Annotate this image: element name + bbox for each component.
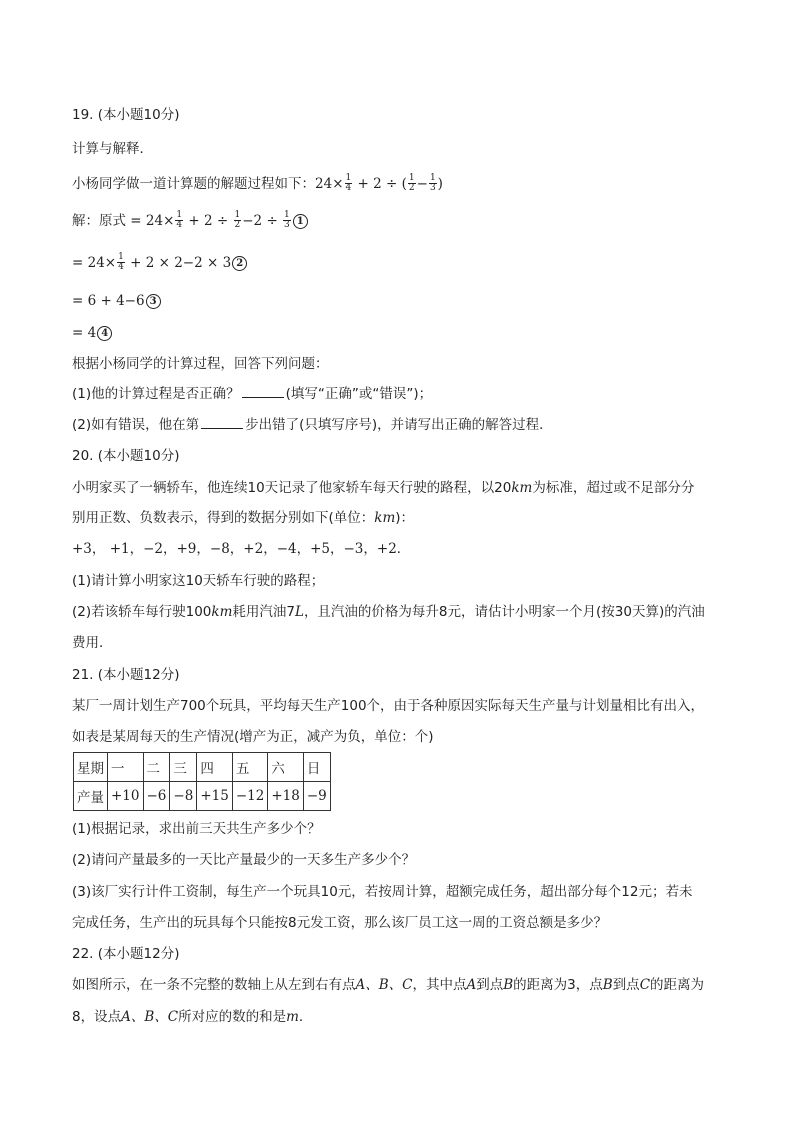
- q20-sub-2: [72, 603, 705, 621]
- table-cell: 三: [170, 753, 197, 782]
- q19-intro-expr: [315, 173, 443, 193]
- q19-intro-text: 小杨同学做一道计算题的解题过程如下：: [72, 176, 315, 192]
- step-mark-3: 3: [146, 294, 161, 309]
- q20-line-2: [72, 509, 414, 527]
- q19-sub2-b: 步出错了(只填写序号)，并请写出正确的解答过程．: [245, 417, 553, 433]
- q21-sub-1: (1)根据记录，求出前三天共生产多少个？: [72, 821, 321, 837]
- q19-step1-frac-1: $\frac{1}{4}$: [176, 210, 183, 230]
- q19-intro-frac-2: $\frac{1}{2}$: [408, 173, 415, 193]
- q19-step1-mid: + 2 ÷: [188, 213, 233, 229]
- table-cell: 二: [143, 753, 170, 782]
- q19-sub2-a: (2)如有错误，他在第: [72, 417, 200, 433]
- q20-line1-b: 为标准，超过或不足部分分: [532, 480, 695, 496]
- q19-step2-rest: + 2 × 2−2 × 3: [130, 255, 232, 271]
- production-table: [73, 752, 331, 811]
- table-cell: 日: [303, 753, 330, 782]
- q20-line1-a: 小明家买了一辆轿车，他连续10天记录了他家轿车每天行驶的路程，以20: [72, 480, 512, 496]
- table-cell: +10: [108, 782, 144, 811]
- q19-step2-prefix: = 24×: [72, 255, 117, 271]
- q20-sub-1: (1)请计算小明家这10天轿车行驶的路程；: [72, 573, 325, 589]
- q19-prompt: 根据小杨同学的计算过程，回答下列问题：: [72, 356, 329, 372]
- q21-sub-2: (2)请问产量最多的一天比产量最少的一天多生产多少个？: [72, 852, 416, 868]
- table-cell: −9: [303, 782, 330, 811]
- q20-line2-a: 别用正数、负数表示，得到的数据分别如下(单位：: [72, 510, 375, 526]
- q19-step-1: [72, 212, 308, 231]
- q22-var-m: m: [286, 1009, 299, 1025]
- q21-line-2: 如表是某周每天的生产情况(增产为正，减产为负，单位：个): [72, 729, 434, 745]
- step-mark-1: 1: [293, 214, 308, 229]
- q19-sub1-b: (填写“正确”或“错误”)；: [285, 386, 433, 402]
- table-cell: +15: [197, 782, 233, 811]
- table-cell: 产量: [74, 782, 108, 811]
- q20-sub2-c: ，且汽油的价格为每升8元，请估计小明家一个月(按30天算)的汽油: [303, 604, 705, 620]
- table-cell: −6: [143, 782, 170, 811]
- q19-sub-2: [72, 416, 553, 434]
- q19-intro-frac-1: $\frac{1}{4}$: [345, 173, 352, 193]
- answer-blank-1[interactable]: [242, 385, 284, 398]
- q19-step-4: [72, 324, 112, 342]
- q20-sub2-a: (2)若该轿车每行驶100: [72, 604, 212, 620]
- q19-header: 19. (本小题10分): [72, 107, 180, 123]
- q22-line1-d: 的距离为3，点: [513, 977, 603, 993]
- q20-data: +3， +1，−2，+9，−8，+2，−4，+5，−3，+2．: [72, 541, 411, 557]
- q22-line-1: [72, 976, 704, 994]
- q22-point-A: A: [466, 977, 477, 993]
- q22-line2-c: ．: [298, 1009, 313, 1025]
- table-row-output: [74, 782, 331, 811]
- q21-line-1: 某厂一周计划生产700个玩具，平均每天生产100个，由于各种原因实际每天生产量与计划量相比有出入，: [72, 698, 705, 714]
- q19-sub-1: [72, 385, 432, 403]
- table-cell: 六: [268, 753, 304, 782]
- q22-line2-a: 8，设点: [72, 1009, 122, 1025]
- q20-sub2-b: 耗用汽油7: [232, 604, 295, 620]
- q19-intro-times: ×: [332, 176, 344, 192]
- table-cell: 一: [108, 753, 144, 782]
- q19-intro: [72, 175, 443, 194]
- q21-header: 21. (本小题12分): [72, 667, 180, 683]
- q22-line1-f: 的距离为: [650, 977, 705, 993]
- q20-unit-km-3: km: [211, 604, 233, 620]
- q19-intro-plus: + 2 ÷ (: [357, 176, 407, 192]
- table-cell: −8: [170, 782, 197, 811]
- q19-intro-close: ): [437, 176, 443, 192]
- table-cell: +18: [268, 782, 304, 811]
- q19-step-2: [72, 254, 247, 273]
- q19-title: 计算与解释．: [72, 141, 153, 157]
- q19-sub1-a: (1)他的计算过程是否正确？: [72, 386, 240, 402]
- table-cell: 四: [197, 753, 233, 782]
- table-cell: −12: [232, 782, 268, 811]
- q19-intro-a: 24: [315, 176, 333, 192]
- q19-intro-frac-3: $\frac{1}{3}$: [429, 173, 436, 193]
- answer-blank-2[interactable]: [201, 416, 243, 429]
- q20-line2-b: )：: [395, 510, 415, 526]
- q20-line-1: [72, 479, 694, 497]
- q19-step2-frac-1: $\frac{1}{4}$: [118, 252, 124, 272]
- table-cell: 星期: [74, 753, 108, 782]
- q20-header: 20. (本小题10分): [72, 448, 180, 464]
- table-cell: 五: [232, 753, 268, 782]
- q22-line1-e: 到点: [612, 977, 640, 993]
- q21-sub-3-cont: 完成任务，生产出的玩具每个只能按8元发工资，那么该厂员工这一周的工资总额是多少？: [72, 915, 608, 931]
- q22-header: 22. (本小题12分): [72, 946, 180, 962]
- q22-line-2: [72, 1008, 312, 1026]
- step-mark-4: 4: [97, 326, 112, 341]
- q22-point-B: B: [503, 977, 514, 993]
- q22-line1-b: ，其中点: [412, 977, 467, 993]
- table-row-days: [74, 753, 331, 782]
- q19-step1-mid2: −2 ÷: [242, 213, 283, 229]
- q19-intro-minus: −: [416, 176, 428, 192]
- q20-unit-km: km: [511, 480, 533, 496]
- q22-point-B-2: B: [602, 977, 613, 993]
- q22-points-2: A、B、C: [121, 1009, 179, 1025]
- q19-step1-frac-3: $\frac{1}{3}$: [284, 210, 290, 230]
- step-mark-2: 2: [232, 256, 247, 271]
- q19-step1-prefix: 解：原式 = 24×: [72, 213, 175, 229]
- q21-sub-3: (3)该厂实行计件工资制，每生产一个玩具10元，若按周计算，超额完成任务，超出部分每个12元；若未: [72, 884, 693, 900]
- q20-sub-2-cont: 费用．: [72, 635, 113, 651]
- q19-step-3: [72, 292, 161, 310]
- q22-line1-c: 到点: [476, 977, 504, 993]
- q22-line2-b: 所对应的数的和是: [178, 1009, 287, 1025]
- q22-line1-a: 如图所示，在一条不完整的数轴上从左到右有点: [72, 977, 356, 993]
- q20-unit-L: L: [294, 604, 304, 620]
- q19-step4-text: = 4: [72, 325, 97, 341]
- q19-step3-text: = 6 + 4−6: [72, 293, 145, 309]
- q22-point-C: C: [639, 977, 651, 993]
- q22-points: A、B、C: [355, 977, 413, 993]
- q19-step1-frac-2: $\frac{1}{2}$: [234, 210, 241, 230]
- q20-unit-km-2: km: [374, 510, 396, 526]
